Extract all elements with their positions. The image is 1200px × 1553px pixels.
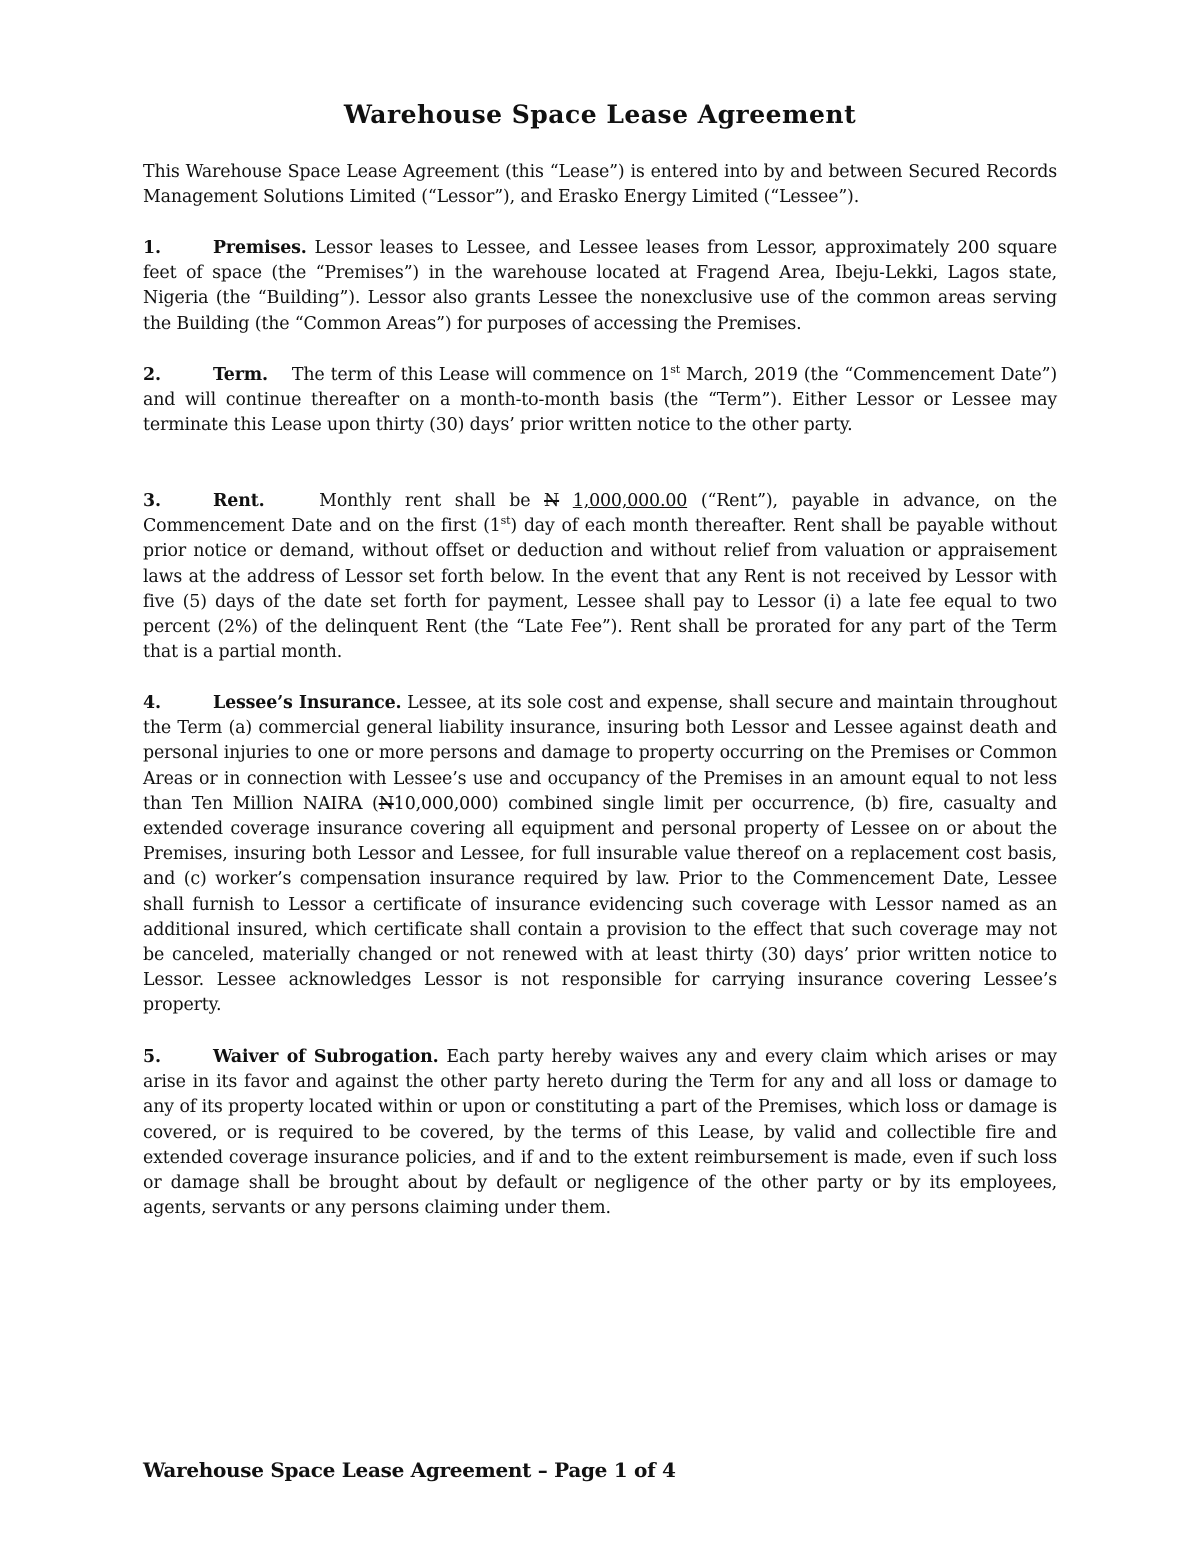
section-term <box>143 363 1057 439</box>
section-text: Lessor leases to Lessee, and Lessee leases from Lessor, approximately 200 square feet of space (the “Premises”) in the warehouse located at Fragend Area, Ibeju-Lekki, Lagos state, Nigeria (the “Building”). Lessor also grants Lessee the nonexclusive use of the common areas serving the Building (the “Common Areas”) for purposes of accessing the Premises. <box>143 238 1057 334</box>
section-text: The term of this Lease will commence on 1 <box>291 365 671 385</box>
section-heading: Waiver of Subrogation. <box>213 1047 439 1067</box>
rent-amount: 1,000,000.00 <box>572 491 688 511</box>
section-number: 3. <box>143 491 161 511</box>
section-rent <box>143 489 1057 665</box>
section-text: Lessee, at its sole cost and expense, shall secure and maintain throughout the Term (a) commercial general liability insurance, insuring both Lessor and Lessee against death and personal injuries to one or more persons and damage to property occurring on the Premises or Common Areas or in connection with Lessee’s use and occupancy of the Premises in an amount equal to not less than Ten Million NAIRA ( <box>143 693 1057 814</box>
section-text: Each party hereby waives any and every claim which arises or may arise in its favor and against the other party hereto during the Term for any and all loss or damage to any of its property located within or upon or constituting a part of the Premises, which loss or damage is covered, or is required to be covered, by the terms of this Lease, by valid and collectible fire and extended coverage insurance policies, and if and to the extent reimbursement is made, even if such loss or damage shall be brought about by default or negligence of the other party or by its employees, agents, servants or any persons claiming under them. <box>143 1047 1057 1219</box>
naira-symbol: N <box>378 793 394 814</box>
document-title: Warehouse Space Lease Agreement <box>343 100 857 129</box>
section-number: 2. <box>143 365 161 385</box>
section-text: (“Rent”), payable in advance, on the Commencement Date and on the first (1 <box>143 491 1057 537</box>
section-heading: Premises. <box>213 238 307 258</box>
section-text: March, 2019 (the “Commencement Date”) and will continue thereafter on a month-to-month basis (the “Term”). Either Lessor or Lessee may terminate this Lease upon thirty (30) days’ prior written notice to the other party. <box>143 365 1057 436</box>
section-insurance <box>143 691 1057 1019</box>
section-text: ) day of each month thereafter. Rent shall be payable without prior notice or demand, without offset or deduction and without relief from valuation or appraisement laws at the address of Lessor set forth below. In the event that any Rent is not received by Lessor with five (5) days of the date set forth for payment, Lessee shall pay to Lessor (i) a late fee equal to two percent (2%) of the delinquent Rent (the “Late Fee”). Rent shall be prorated for any part of the Term that is a partial month. <box>143 516 1057 663</box>
section-number: 1. <box>143 238 161 258</box>
section-premises <box>143 236 1057 337</box>
section-waiver <box>143 1045 1057 1221</box>
naira-symbol: N <box>544 491 560 511</box>
section-heading: Term. <box>213 365 268 385</box>
page-footer: Warehouse Space Lease Agreement – Page 1 of 4 <box>143 1458 676 1482</box>
section-heading: Rent. <box>213 491 265 511</box>
ordinal-suffix: st <box>500 514 511 528</box>
section-number: 5. <box>143 1047 161 1067</box>
ordinal-suffix: st <box>670 363 681 377</box>
intro-paragraph: This Warehouse Space Lease Agreement (this “Lease”) is entered into by and between Secured Records Management Solutions Limited (“Lessor”), and Erasko Energy Limited (“Lessee”). <box>143 162 1057 208</box>
section-text: 10,000,000) combined single limit per occurrence, (b) fire, casualty and extended coverage insurance covering all equipment and personal property of Lessee on or about the Premises, insuring both Lessor and Lessee, for full insurable value thereof on a replacement cost basis, and (c) worker’s compensation insurance required by law. Prior to the Commencement Date, Lessee shall furnish to Lessor a certificate of insurance evidencing such coverage with Lessor named as an additional insured, which certificate shall contain a provision to the effect that such coverage may not be canceled, materially changed or not renewed with at least thirty (30) days’ prior written notice to Lessor. Lessee acknowledges Lessor is not responsible for carrying insurance covering Lessee’s property. <box>143 793 1057 1016</box>
section-heading: Lessee’s Insurance. <box>213 693 402 713</box>
section-text: Monthly rent shall be <box>319 491 545 511</box>
section-number: 4. <box>143 693 161 713</box>
